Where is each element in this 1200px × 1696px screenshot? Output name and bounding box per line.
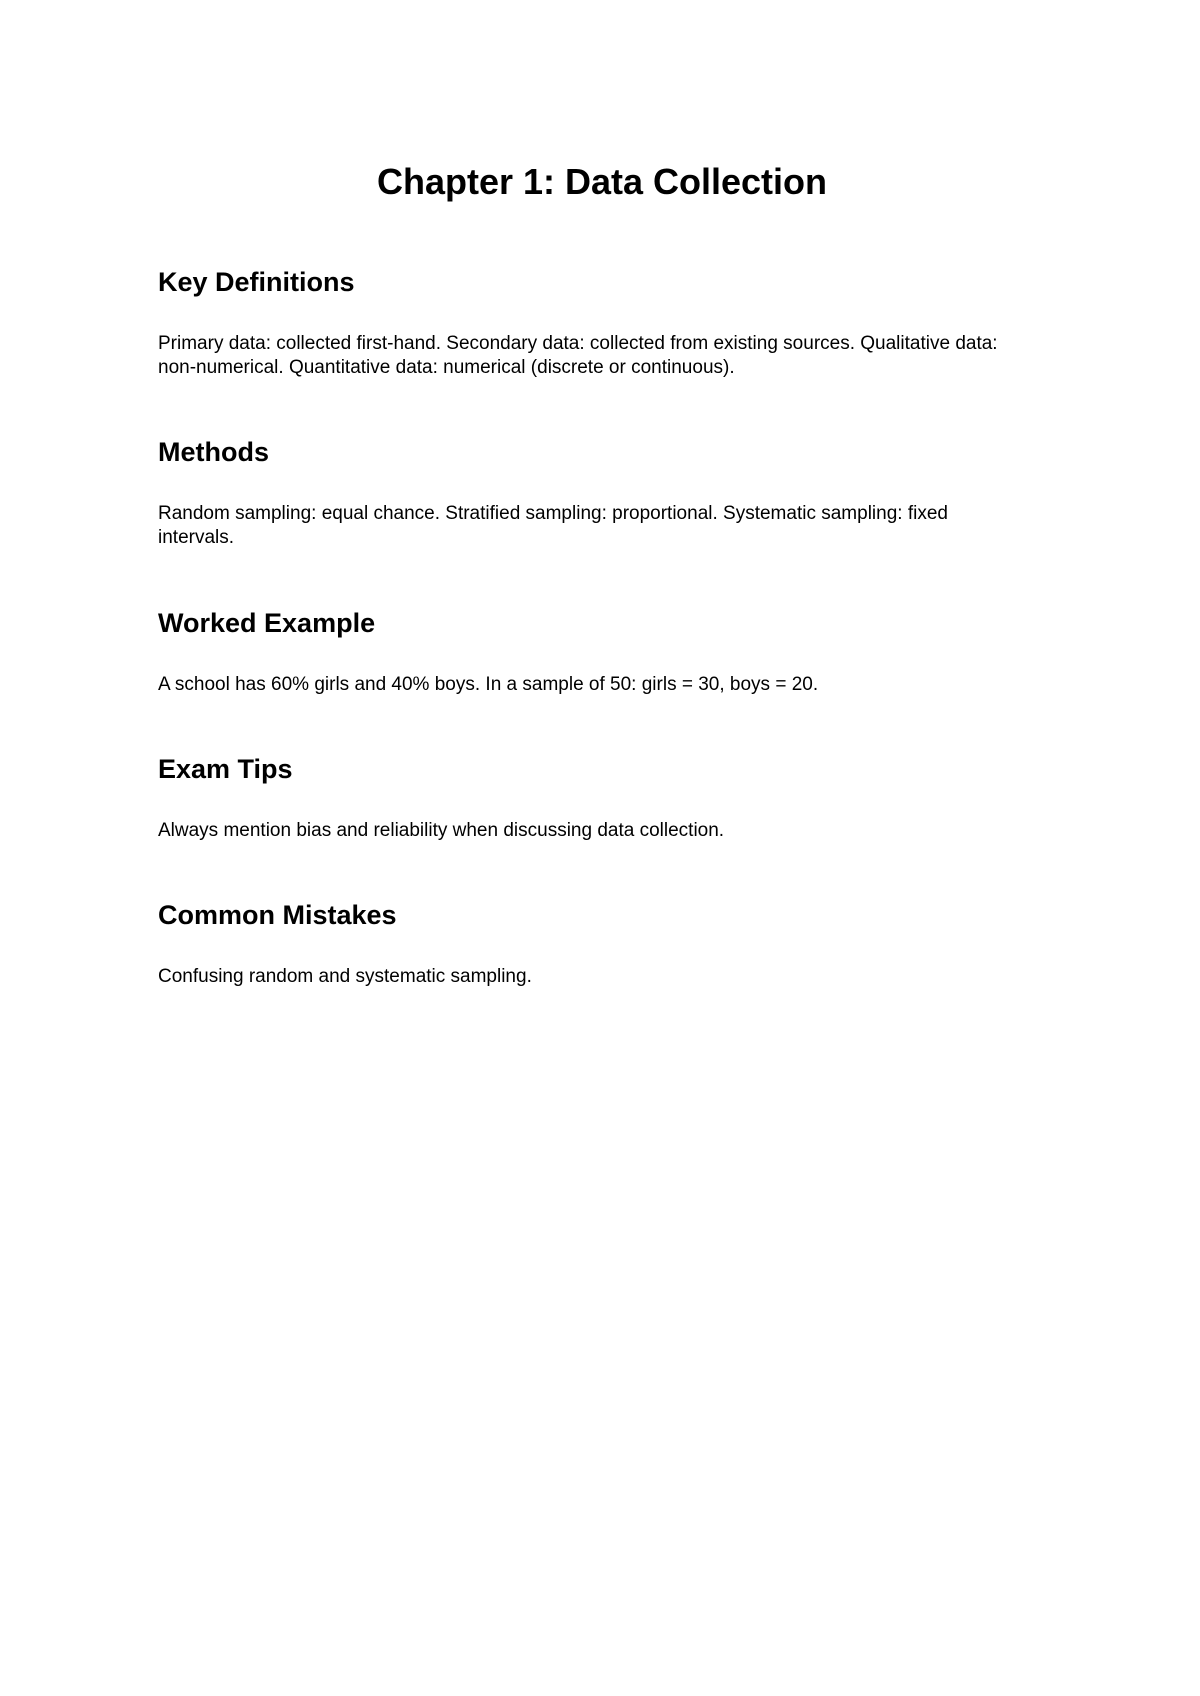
section-heading: Worked Example xyxy=(158,608,376,638)
section-body: A school has 60% girls and 40% boys. In a sample of 50: girls = 30, boys = 20. xyxy=(158,674,819,695)
section-methods xyxy=(158,434,1018,550)
section-heading: Common Mistakes xyxy=(158,900,397,930)
section-heading: Exam Tips xyxy=(158,754,293,784)
section-heading: Methods xyxy=(158,437,269,467)
section-key-definitions xyxy=(158,264,1018,380)
section-body: Primary data: collected first-hand. Secondary data: collected from existing sources. Qualitative data: non-numerical. Quantitative data: numerical (discrete or continuous). xyxy=(158,333,998,378)
section-common-mistakes xyxy=(158,897,1018,989)
page-title: Chapter 1: Data Collection xyxy=(376,161,828,202)
section-body: Random sampling: equal chance. Stratified sampling: proportional. Systematic sampling: fixed intervals. xyxy=(158,503,948,548)
section-body: Always mention bias and reliability when discussing data collection. xyxy=(158,820,725,841)
section-worked-example xyxy=(158,605,1018,697)
section-heading: Key Definitions xyxy=(158,267,355,297)
section-body: Confusing random and systematic sampling. xyxy=(158,966,532,987)
section-exam-tips xyxy=(158,751,1018,843)
